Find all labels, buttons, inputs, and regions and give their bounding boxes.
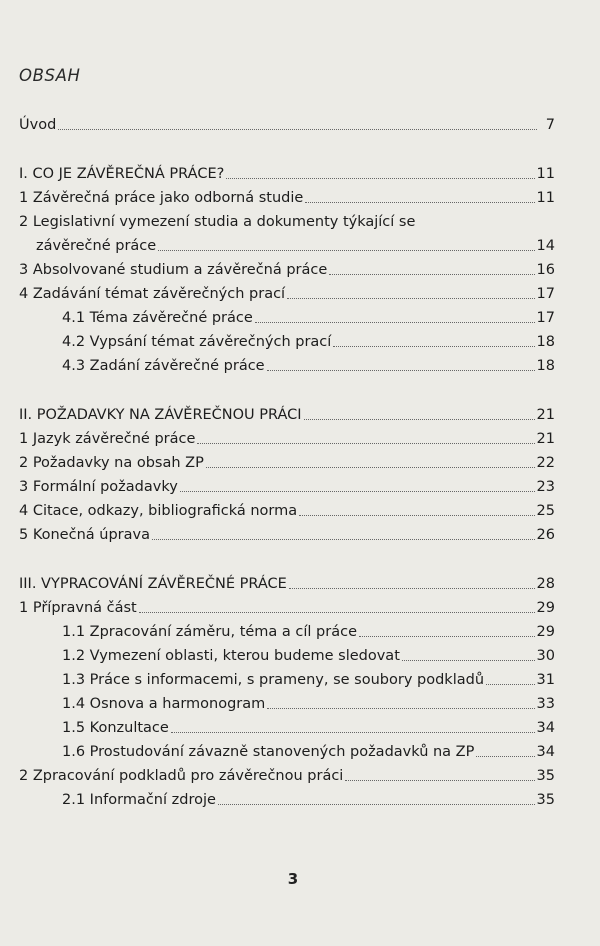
dot-leader (289, 588, 535, 589)
dot-leader (267, 370, 535, 371)
toc-entry-page: 17 (536, 310, 555, 326)
toc-entry-page: 34 (536, 744, 555, 760)
toc-section-1[interactable] (19, 165, 555, 183)
toc-entry-page: 29 (536, 600, 555, 616)
toc-entry-label: závěrečné práce (36, 238, 157, 254)
toc-entry-page: 21 (536, 431, 555, 447)
toc-subentry[interactable] (19, 671, 555, 689)
dot-leader (304, 419, 535, 420)
toc-entry[interactable] (19, 767, 555, 785)
toc-entry-page: 29 (536, 624, 555, 640)
toc-subentry[interactable] (19, 623, 555, 641)
toc-entry-page: 22 (536, 455, 555, 471)
dot-leader (402, 660, 535, 661)
toc-entry-label: 1.4 Osnova a harmonogram (62, 696, 266, 712)
toc-section-3[interactable] (19, 575, 555, 593)
toc-entry-page: 23 (536, 479, 555, 495)
dot-leader (226, 178, 534, 179)
toc-entry-label: 4 Zadávání témat závěrečných prací (19, 286, 286, 302)
toc-entry-label-line1[interactable]: 2 Legislativní vymezení studia a dokumenty týkající se (19, 214, 416, 230)
toc-subentry[interactable] (19, 791, 555, 809)
toc-entry-label: 4 Citace, odkazy, bibliografická norma (19, 503, 298, 519)
toc-entry-page: 30 (536, 648, 555, 664)
page-number: 3 (287, 870, 299, 888)
toc-section-title: I. CO JE ZÁVĚREČNÁ PRÁCE? (19, 166, 225, 182)
toc-entry[interactable] (19, 599, 555, 617)
toc-subentry[interactable] (19, 357, 555, 375)
toc-entry[interactable] (19, 285, 555, 303)
toc-section-2[interactable] (19, 406, 555, 424)
dot-leader (255, 322, 535, 323)
toc-subentry[interactable] (19, 309, 555, 327)
toc-entry-page: 35 (536, 792, 555, 808)
toc-entry-label: 1 Závěrečná práce jako odborná studie (19, 190, 304, 206)
table-of-contents (19, 116, 555, 809)
dot-leader (197, 443, 534, 444)
toc-entry-label: 1.2 Vymezení oblasti, kterou budeme sledovat (62, 648, 400, 664)
dot-leader (345, 780, 534, 781)
dot-leader (58, 129, 537, 130)
dot-leader (329, 274, 534, 275)
toc-entry-page: 28 (536, 576, 555, 592)
toc-entry-label: 5 Konečná úprava (19, 527, 150, 543)
toc-entry-label: 1.1 Zpracování záměru, téma a cíl práce (62, 624, 358, 640)
dot-leader (171, 732, 535, 733)
toc-entry-label: 1.5 Konzultace (62, 720, 169, 736)
toc-entry-page: 25 (536, 503, 555, 519)
toc-entry[interactable] (19, 502, 555, 520)
toc-entry-page: 17 (536, 286, 555, 302)
dot-leader (476, 756, 534, 757)
toc-entry-label: 2 Zpracování podkladů pro závěrečnou práci (19, 768, 344, 784)
toc-subentry[interactable] (19, 647, 555, 665)
dot-leader (359, 636, 535, 637)
dot-leader (218, 804, 535, 805)
dot-leader (206, 467, 535, 468)
toc-entry-page: 34 (536, 720, 555, 736)
toc-entry-label: 3 Formální požadavky (19, 479, 178, 495)
toc-entry[interactable] (19, 454, 555, 472)
toc-entry-page: 26 (536, 527, 555, 543)
dot-leader (152, 539, 535, 540)
toc-entry-label: 3 Absolvované studium a závěrečná práce (19, 262, 328, 278)
toc-entry-page: 11 (536, 190, 555, 206)
dot-leader (180, 491, 535, 492)
toc-entry-label: 4.2 Vypsání témat závěrečných prací (62, 334, 332, 350)
toc-entry-page: 21 (536, 407, 555, 423)
toc-entry-page: 11 (536, 166, 555, 182)
toc-entry-page: 35 (536, 768, 555, 784)
toc-entry-page: 18 (536, 334, 555, 350)
dot-leader (267, 708, 534, 709)
toc-entry[interactable] (19, 237, 555, 255)
toc-entry-label: 4.1 Téma závěrečné práce (62, 310, 253, 326)
toc-entry-label: 1 Jazyk závěrečné práce (19, 431, 196, 447)
dot-leader (287, 298, 534, 299)
toc-entry-label: 1 Přípravná část (19, 600, 137, 616)
toc-entry-page: 33 (536, 696, 555, 712)
toc-entry-page: 18 (536, 358, 555, 374)
toc-entry[interactable] (19, 526, 555, 544)
dot-leader (299, 515, 534, 516)
toc-subentry[interactable] (19, 333, 555, 351)
toc-subentry[interactable] (19, 743, 555, 761)
dot-leader (305, 202, 534, 203)
dot-leader (139, 612, 535, 613)
toc-entry-intro[interactable] (19, 116, 555, 134)
toc-entry[interactable] (19, 430, 555, 448)
toc-entry[interactable] (19, 189, 555, 207)
dot-leader (158, 250, 534, 251)
toc-entry-label: 2 Požadavky na obsah ZP (19, 455, 204, 471)
toc-entry-page: 31 (536, 672, 555, 688)
toc-entry-page: 7 (545, 117, 555, 133)
toc-entry-label: Úvod (19, 117, 57, 133)
toc-heading: OBSAH (19, 66, 81, 85)
toc-section-title: II. POŽADAVKY NA ZÁVĚREČNOU PRÁCI (19, 407, 302, 423)
toc-subentry[interactable] (19, 719, 555, 737)
toc-entry-page: 14 (536, 238, 555, 254)
toc-entry-page: 16 (536, 262, 555, 278)
toc-entry-label: 4.3 Zadání závěrečné práce (62, 358, 265, 374)
toc-entry-label: 2.1 Informační zdroje (62, 792, 216, 808)
toc-entry-label: 1.3 Práce s informacemi, s prameny, se soubory podkladů (62, 672, 485, 688)
toc-entry-label: 1.6 Prostudování závazně stanovených požadavků na ZP (62, 744, 475, 760)
dot-leader (333, 346, 534, 347)
toc-section-title: III. VYPRACOVÁNÍ ZÁVĚREČNÉ PRÁCE (19, 576, 287, 592)
toc-entry[interactable] (19, 478, 555, 496)
dot-leader (486, 684, 535, 685)
toc-entry[interactable] (19, 261, 555, 279)
toc-subentry[interactable] (19, 695, 555, 713)
